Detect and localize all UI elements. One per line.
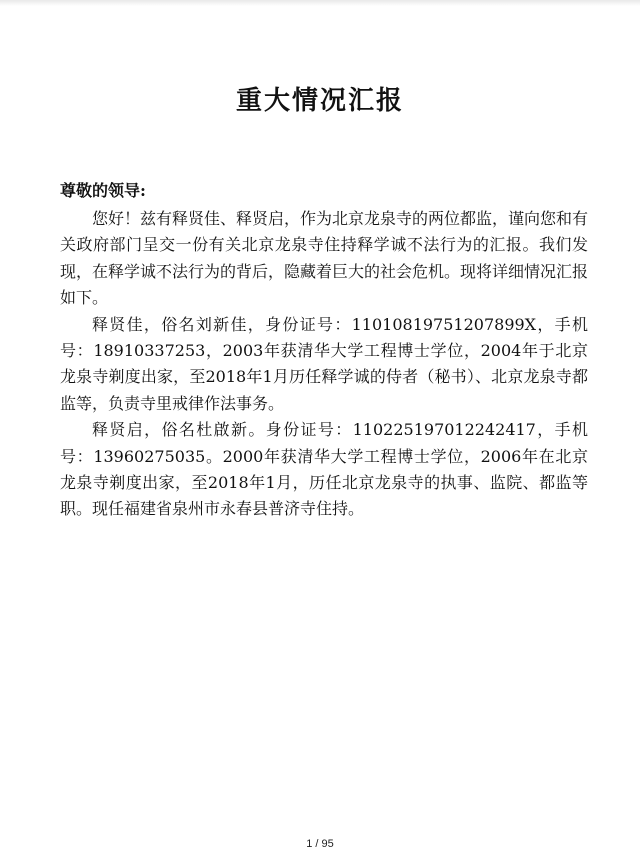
paragraph-greeting: 您好！兹有释贤佳、释贤启，作为北京龙泉寺的两位都监，谨向您和有关政府部门呈交一份有关北京龙泉寺住持释学诚不法行为的汇报。我们发现，在释学诚不法行为的背后，隐藏着巨大的社会危机。现将详细情况汇报如下。	[60, 209, 589, 308]
page-edge	[0, 0, 640, 6]
document-body	[60, 206, 588, 523]
page-number: 1 / 95	[306, 838, 334, 850]
paragraph-person-1: 释贤佳，俗名刘新佳，身份证号：11010819751207899X，手机号：18910337253，2003年获清华大学工程博士学位，2004年于北京龙泉寺剃度出家，至2018年1月历任释学诚的侍者（秘书）、北京龙泉寺都监等，负责寺里戒律作法事务。	[60, 314, 588, 413]
document-title: 重大情况汇报	[235, 86, 404, 116]
paragraph-person-2: 释贤启，俗名杜啟新。身份证号：110225197012242417，手机号：13960275035。2000年获清华大学工程博士学位，2006年在北京龙泉寺剃度出家，至2018年1月，历任北京龙泉寺的执事、监院、都监等职。现任福建省泉州市永春县普济寺住持。	[60, 420, 588, 519]
salutation: 尊敬的领导:	[60, 181, 146, 200]
